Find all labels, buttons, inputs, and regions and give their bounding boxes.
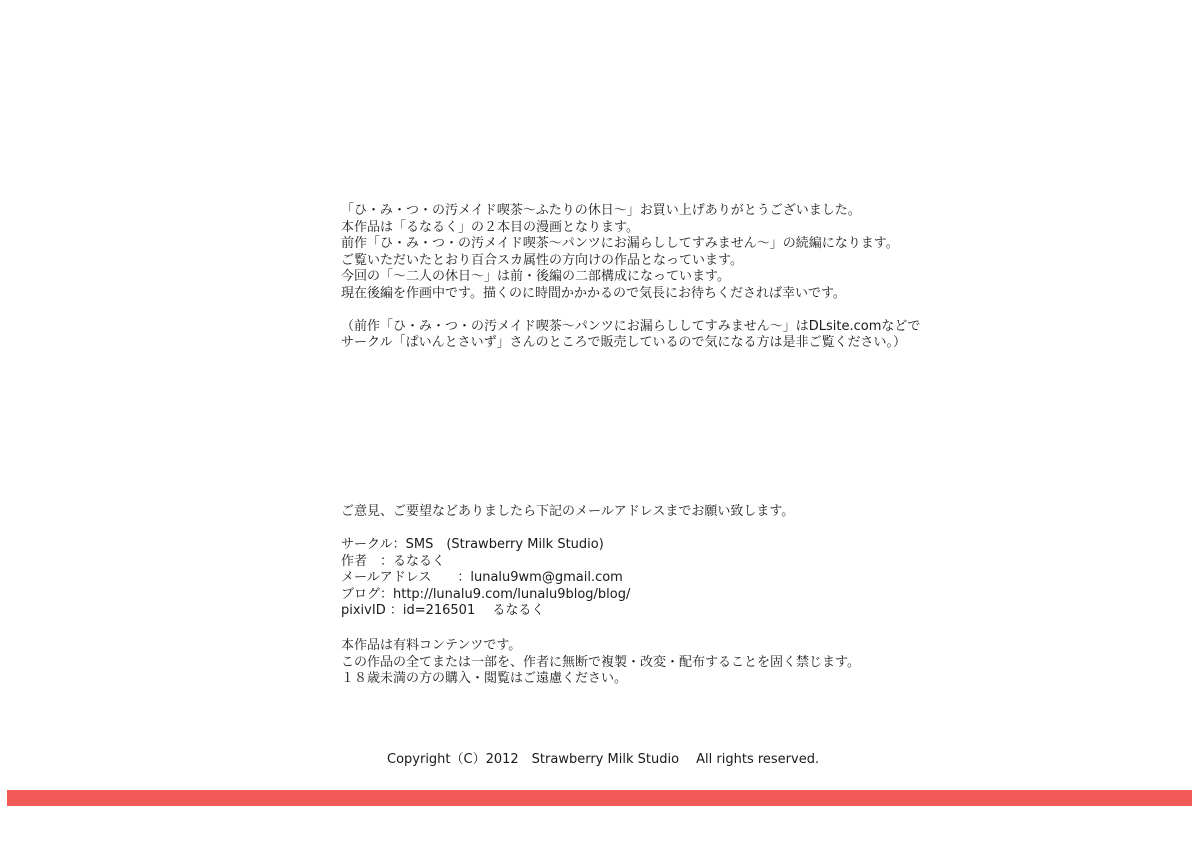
intro-line: ご覧いただいたとおり百合スカ属性の方向けの作品となっています。 — [341, 252, 743, 268]
intro-note-line: （前作「ひ・み・つ・の汚メイド喫茶～パンツにお漏らししてすみません～」はDLsite.comなどで — [341, 318, 921, 334]
contact-request: ご意見、ご要望などありましたら下記のメールアドレスまでお願い致します。 — [341, 504, 795, 519]
credit-email: メールアドレス ：lunalu9wm@gmail.com — [341, 570, 623, 585]
intro-line: 今回の「～二人の休日～」は前・後編の二部構成になっています。 — [341, 269, 730, 284]
notice-section — [341, 638, 860, 688]
credit-blog: ブログ：http://lunalu9.com/lunalu9blog/blog/ — [341, 586, 631, 602]
contact-section — [341, 504, 794, 521]
paragraph-gap — [341, 302, 920, 319]
footer-bar — [7, 790, 1192, 806]
intro-line: 現在後編を作画中です。描くのに時間かかかるので気長にお待ちくだされば幸いです。 — [341, 285, 846, 301]
intro-section — [341, 203, 920, 352]
credit-pixiv: pixivID ：id=216501 るなるく — [341, 603, 545, 618]
notice-line: １８歳未満の方の購入・閲覧はご遠慮ください。 — [341, 671, 628, 686]
credits-section — [341, 537, 630, 620]
intro-note-line: サークル「ぱいんとさいず」さんのところで販売しているので気になる方は是非ご覧ください。） — [341, 335, 906, 350]
credit-author: 作者 ：るなるく — [341, 553, 446, 569]
intro-line: 本作品は「るなるく」の２本目の漫画となります。 — [341, 219, 639, 235]
copyright-text: Copyright（C）2012 Strawberry Milk Studio All rights reserved. — [387, 752, 820, 767]
intro-line: 「ひ・み・つ・の汚メイド喫茶～ふたりの休日～」お買い上げありがとうございました。 — [341, 203, 861, 218]
credit-circle: サークル：SMS (Strawberry Milk Studio) — [341, 537, 604, 552]
intro-line: 前作「ひ・み・つ・の汚メイド喫茶～パンツにお漏らししてすみません～」の続編になります。 — [341, 236, 899, 251]
notice-line: 本作品は有料コンテンツです。 — [341, 638, 522, 653]
notice-line: この作品の全てまたは一部を、作者に無断で複製・改変・配布することを固く禁じます。 — [341, 654, 860, 670]
